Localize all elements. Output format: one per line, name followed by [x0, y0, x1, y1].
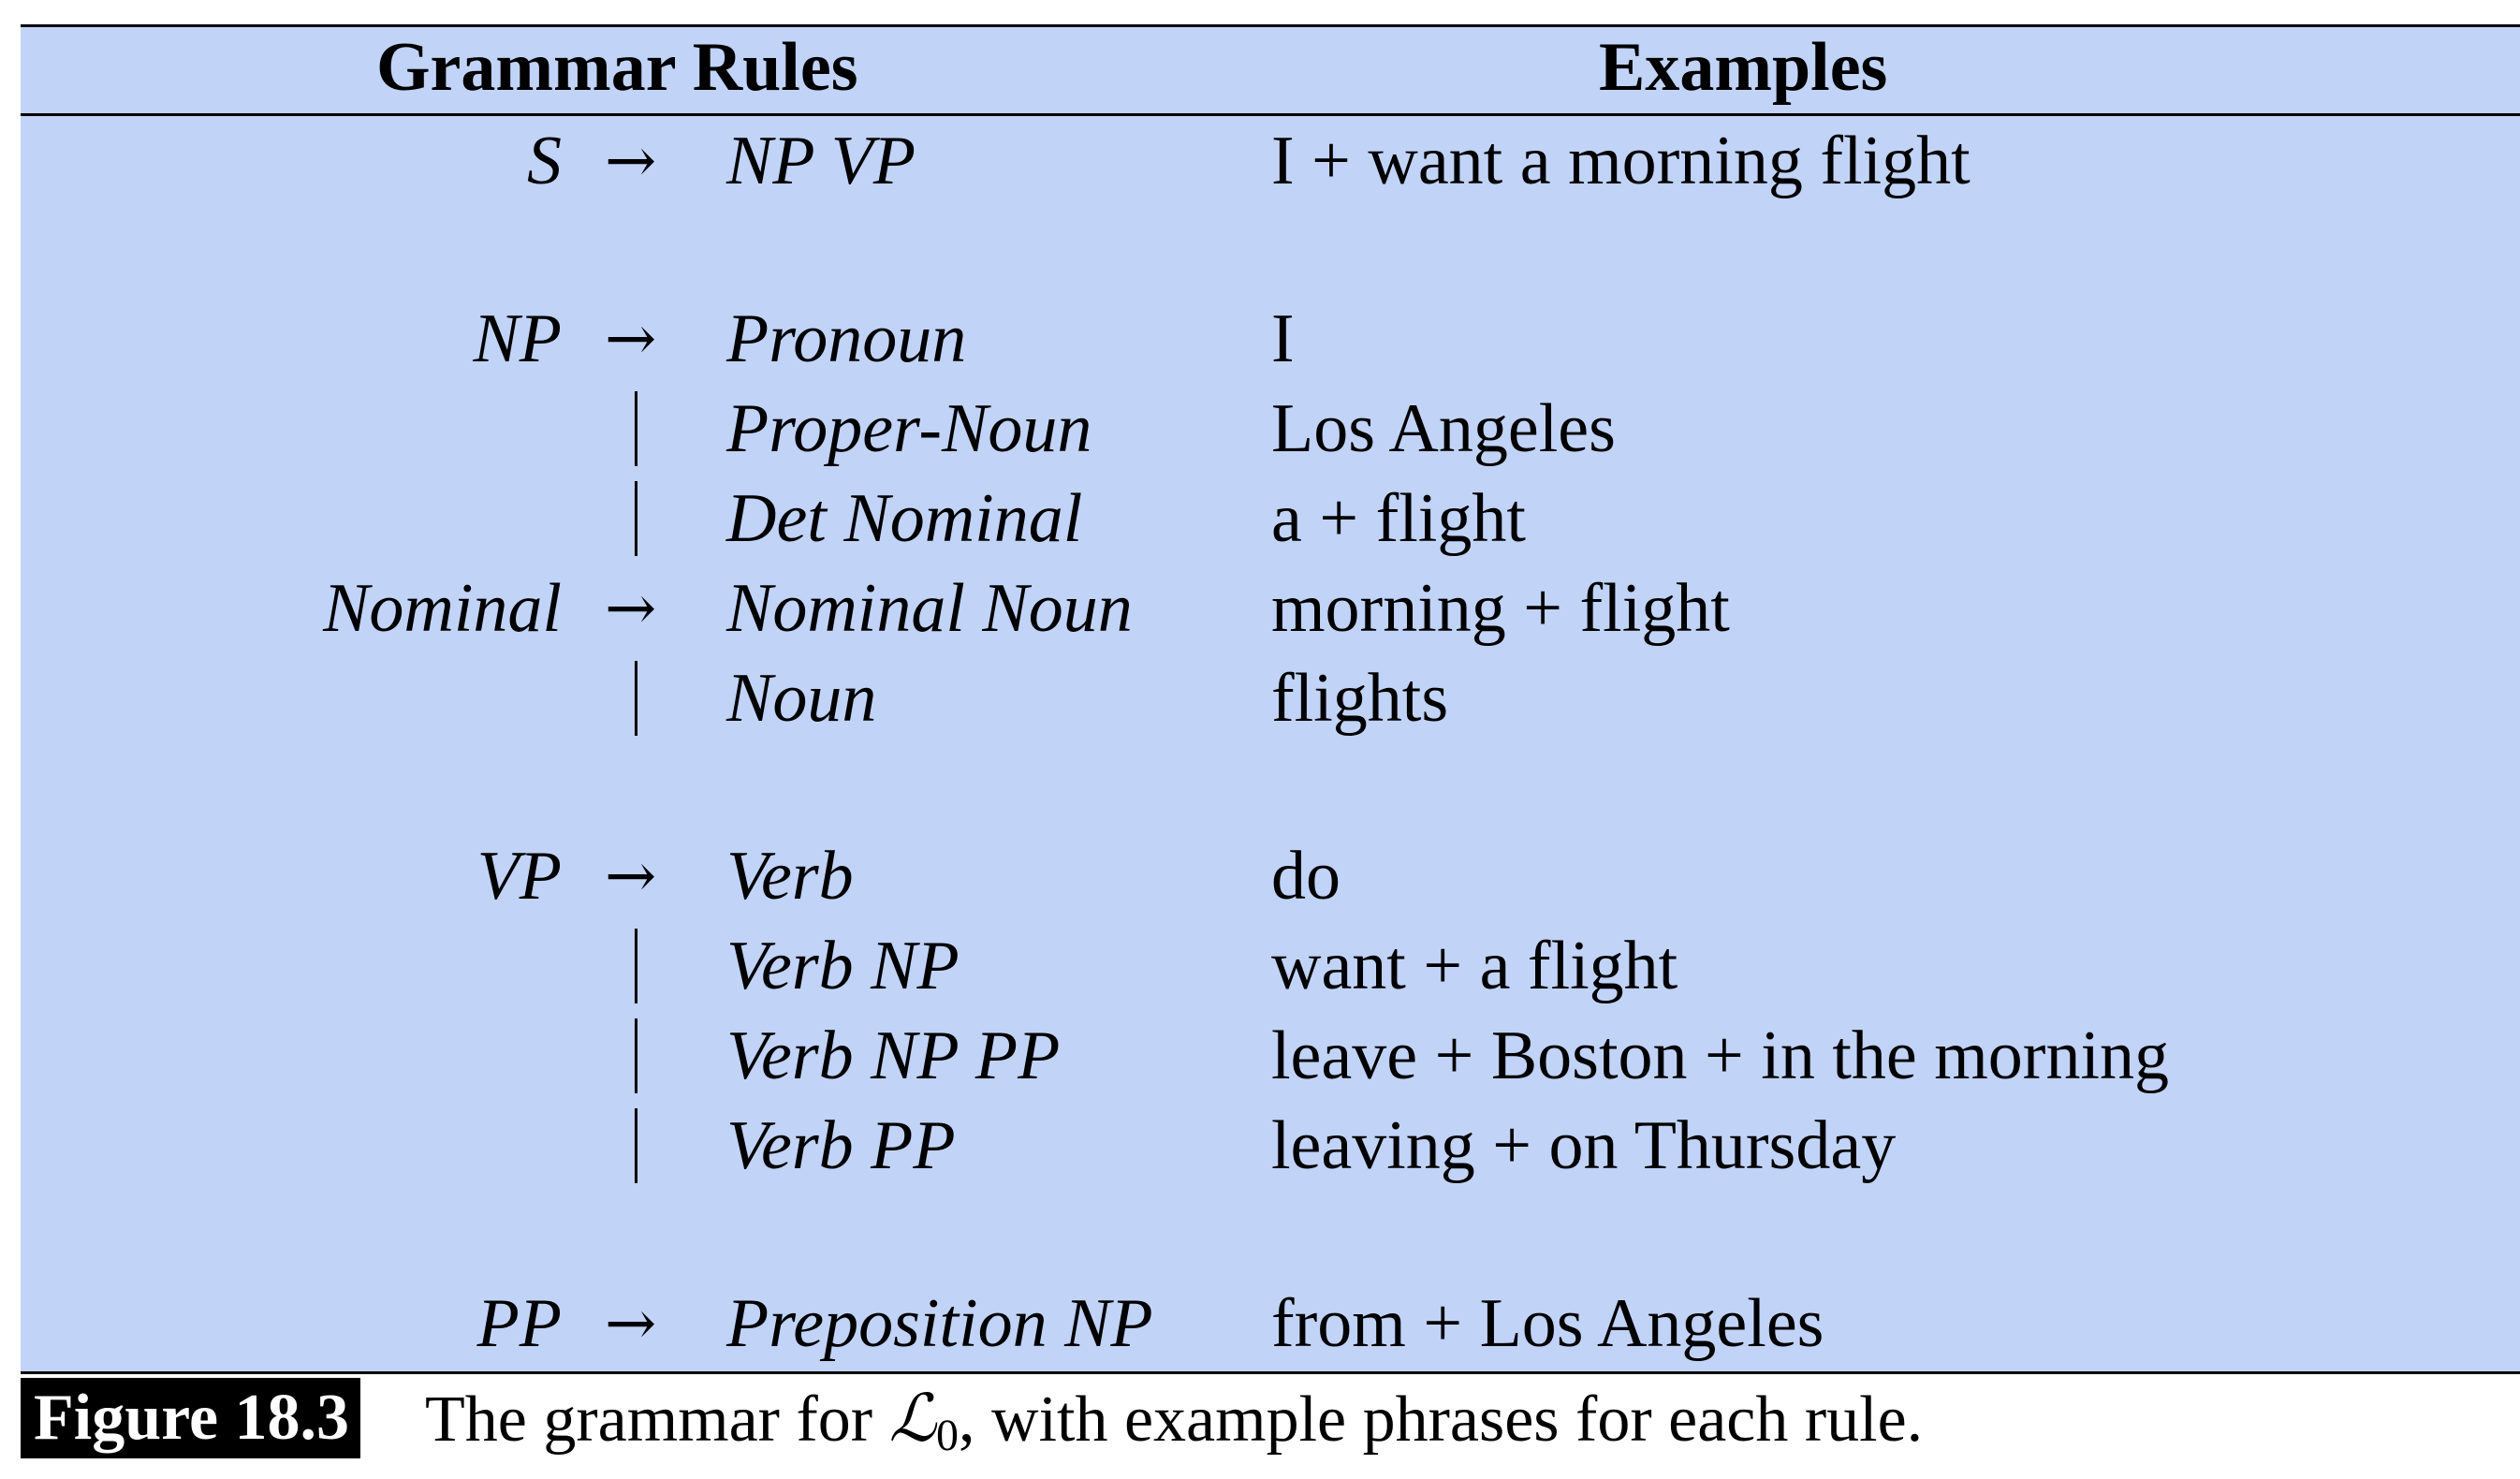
- rule-rhs: Det Nominal: [726, 480, 1083, 557]
- rule-example: flights: [1271, 660, 1449, 737]
- table-row: [0, 294, 2520, 384]
- caption-text-before: The grammar for: [425, 1384, 889, 1456]
- rule-rhs: NP VP: [726, 123, 916, 199]
- rule-example: leave + Boston + in the morning: [1271, 1018, 2170, 1094]
- header-grammar-rules: Grammar Rules: [376, 29, 858, 106]
- figure-caption: [21, 1378, 2520, 1460]
- arrow-symbol: →: [605, 840, 657, 912]
- alternative-bar: [635, 391, 637, 466]
- alternative-bar: [635, 929, 637, 1003]
- caption-text-after: , with example phrases for each rule.: [959, 1384, 1924, 1456]
- arrow-symbol: →: [605, 124, 657, 197]
- rule-lhs: NP: [473, 300, 562, 377]
- rule-rhs: Verb NP PP: [726, 1018, 1061, 1094]
- rule-rhs: Verb NP: [726, 928, 960, 1004]
- rule-lhs: PP: [476, 1285, 562, 1362]
- alternative-bar: [635, 1108, 637, 1183]
- arrow-symbol: →: [605, 1287, 657, 1359]
- table-row: [0, 116, 2520, 206]
- table-row: [0, 653, 2520, 743]
- rule-example: want + a flight: [1271, 928, 1678, 1004]
- table-row: [0, 831, 2520, 921]
- language-symbol: ℒ: [888, 1380, 937, 1457]
- table-row: [0, 1101, 2520, 1191]
- rule-example: I: [1271, 300, 1295, 377]
- language-subscript: 0: [936, 1411, 960, 1460]
- figure-label: Figure 18.3: [21, 1378, 360, 1458]
- rule-example: Los Angeles: [1271, 390, 1616, 467]
- rule-lhs: VP: [476, 838, 562, 915]
- arrow-symbol: →: [605, 302, 657, 374]
- rule-rhs: Preposition NP: [726, 1285, 1153, 1362]
- alternative-bar: [635, 1018, 637, 1093]
- rule-lhs: S: [527, 123, 562, 199]
- table-row: [0, 921, 2520, 1011]
- table-row: [0, 474, 2520, 564]
- rule-example: a + flight: [1271, 480, 1526, 557]
- rule-rhs: Noun: [726, 660, 877, 737]
- caption-text: [425, 1378, 1923, 1476]
- alternative-bar: [635, 661, 637, 736]
- rule-rhs: Nominal Noun: [726, 570, 1133, 647]
- table-row: [0, 1279, 2520, 1369]
- table-row: [0, 564, 2520, 653]
- rule-rhs: Proper-Noun: [726, 390, 1092, 467]
- table-row: [0, 1011, 2520, 1101]
- rule-example: I + want a morning flight: [1271, 123, 1971, 199]
- rule-example: leaving + on Thursday: [1271, 1107, 1897, 1184]
- alternative-bar: [635, 481, 637, 556]
- arrow-symbol: →: [605, 572, 657, 644]
- rule-lhs: Nominal: [323, 570, 562, 647]
- rule-example: do: [1271, 838, 1341, 915]
- rule-rhs: Pronoun: [726, 300, 967, 377]
- rule-example: morning + flight: [1271, 570, 1730, 647]
- header-examples: Examples: [1599, 29, 1888, 106]
- rule-example: from + Los Angeles: [1271, 1285, 1824, 1362]
- rule-rhs: Verb PP: [726, 1107, 956, 1184]
- table-row: [0, 384, 2520, 474]
- rule-rhs: Verb: [726, 838, 854, 915]
